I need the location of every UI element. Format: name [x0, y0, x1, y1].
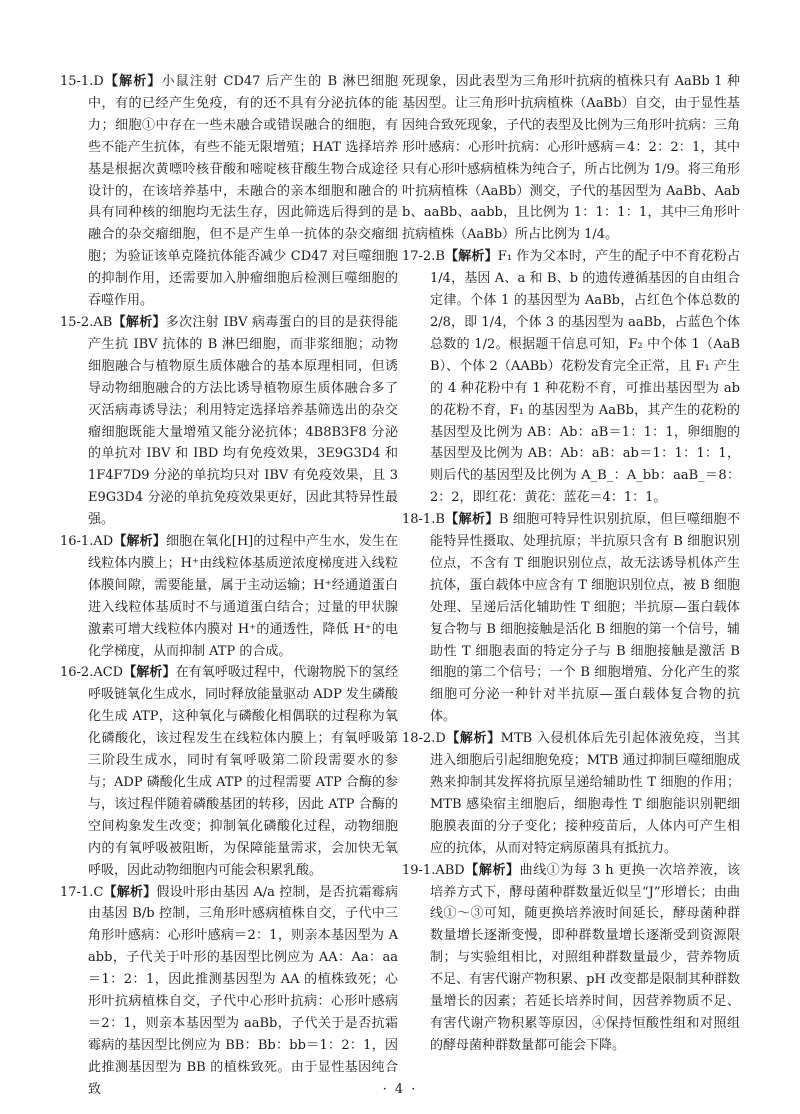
answer-entry-18-2: 18-2.D【解析】MTB 入侵机体后先引起体液免疫，当其进入细胞后引起细胞免疫；MTB 通过抑制巨噬细胞成熟来抑制其发挥将抗原呈递给辅助性 T 细胞的作用；MTB 感染宿主细胞后，细胞毒性 T 细胞能识别靶细胞膜表面的分子变化；接种疫苗后，人体内可产生相应的抗体，从而对特定病原菌具有抵抗力。 [402, 731, 740, 856]
answer-entry-17-1-continuation: 死现象，因此表型为三角形叶抗病的植株只有 AaBb 1 种基因型。让三角形叶抗病植株（AaBb）自交，由于显性基因纯合致死现象，子代的表型及比例为三角形叶抗病：三角形叶感病：心形叶抗病：心形叶感病＝4：2：2：1，其中只有心形叶感病植株为纯合子，所占比例为 1/9。将三角形叶抗病植株（AaBb）测交，子代的基因型为 AaBb、Aabb、aaBb、aabb，且比例为 1：1：1：1，其中三角形叶抗病植株（AaBb）所占比例为 1/4。 [402, 74, 741, 243]
left-column [60, 71, 398, 1101]
answer-entry-19-1: 19-1.ABD【解析】曲线①为每 3 h 更换一次培养液，该培养方式下，酵母菌种群数量近似呈“J”形增长；由曲线①～③可知，随更换培养液时间延长，酵母菌种群数量增长逐渐变慢，即种群数量增长逐渐受到资源限制；与实验组相比，对照组种群数量最少，营养物质不足、有害代谢产物积累、pH 改变都是限制其种群数量增长的因素；若延长培养时间，因营养物质不足、有害代谢产物积累等原因，④保持恒酸性组和对照组的酵母菌种群数量都可能会下降。 [402, 862, 740, 1053]
answer-entry-16-1: 16-1.AD【解析】细胞在氧化[H]的过程中产生水，发生在线粒体内膜上；H⁺由线粒体基质逆浓度梯度进入线粒体膜间隙，需要能量，属于主动运输；H⁺经通道蛋白进入线粒体基质时不与通道蛋白结合；过量的甲状腺激素可增大线粒体内膜对 H⁺的通透性，降低 H⁺的电化学梯度，从而抑制 ATP 的合成。 [60, 534, 398, 659]
page-number: · 4 · [382, 1082, 418, 1097]
answer-entry-17-1: 17-1.C【解析】假设叶形由基因 A/a 控制，是否抗霜霉病由基因 B/b 控制，三角形叶感病植株自交，子代中三角形叶感病：心形叶感病＝2：1，则亲本基因型为 Aabb，子代关于叶形的基因型比例应为 AA：Aa：aa＝1：2：1，因此推测基因型为 AA 的植株致死；心形叶抗病植株自交，子代中心形叶抗病：心形叶感病＝2：1，则亲本基因型为 aaBb，子代关于是否抗霜霉病的基因型比例应为 BB：Bb：bb＝1：2：1，因此推测基因型为 BB 的植株致死。由于显性基因纯合致 [60, 884, 398, 1097]
answer-entry-15-1: 15-1.D【解析】小鼠注射 CD47 后产生的 B 淋巴细胞中，有的已经产生免疫，有的还不具有分泌抗体的能力；细胞①中存在一些未融合或错误融合的细胞，有些不能产生抗体，有些不能无限增殖；HAT 选择培养基是根据次黄嘌呤核苷酸和嘧啶核苷酸生物合成途径设计的，在该培养基中，未融合的亲本细胞和融合的具有同种核的细胞均无法生存，因此筛选后得到的是融合的杂交瘤细胞，但不是产生单一抗体的杂交瘤细胞；为验证该单克隆抗体能否减少 CD47 对巨噬细胞的抑制作用，还需要加入肿瘤细胞后检测巨噬细胞的吞噬作用。 [60, 74, 398, 309]
answer-entry-18-1: 18-1.B【解析】B 细胞可特异性识别抗原，但巨噬细胞不能特异性摄取、处理抗原；半抗原只含有 B 细胞识别位点，不含有 T 细胞识别位点，故无法诱导机体产生抗体，蛋白载体中应含有 T 细胞识别位点，被 B 细胞处理、呈递后活化辅助性 T 细胞；半抗原—蛋白载体复合物与 B 细胞接触是活化 B 细胞的第一个信号，辅助性 T 细胞表面的特定分子与 B 细胞接触是激活 B 细胞的第二个信号；一个 B 细胞增殖、分化产生的浆细胞可分泌一种针对半抗原—蛋白载体复合物的抗体。 [402, 512, 740, 725]
answer-entry-16-2: 16-2.ACD【解析】在有氧呼吸过程中，代谢物脱下的氢经呼吸链氧化生成水，同时释放能量驱动 ADP 发生磷酸化生成 ATP，这种氧化与磷酸化相偶联的过程称为氧化磷酸化，该过程发生在线粒体内膜上；有氧呼吸第三阶段生成水，同时有氧呼吸第二阶段需要水的参与；ADP 磷酸化生成 ATP 的过程需要 ATP 合酶的参与，该过程伴随着磷酸基团的转移，因此 ATP 合酶的空间构象发生改变；抑制氧化磷酸化过程，动物细胞内的有氧呼吸被阻断，为保障能量需求，会加快无氧呼吸，因此动物细胞内可能会积累乳酸。 [60, 665, 398, 878]
answer-entry-15-2: 15-2.AB【解析】多次注射 IBV 病毒蛋白的目的是获得能产生抗 IBV 抗体的 B 淋巴细胞，而非浆细胞；动物细胞融合与植物原生质体融合的基本原理相同，但诱导动物细胞融合的方法比诱导植物原生质体融合多了灭活病毒诱导法；利用特定选择培养基筛选出的杂交瘤细胞既能大量增殖又能分泌抗体；4B8B3F8 分泌的单抗对 IBV 和 IBD 均有免疫效果，3E9G3D4 和 1F4F7D9 分泌的单抗均只对 IBV 有免疫效果，且 3E9G3D4 分泌的单抗免疫效果更好，因此其特异性最强。 [60, 314, 398, 528]
answer-entry-17-2: 17-2.B【解析】F₁ 作为父本时，产生的配子中不育花粉占1/4，基因 A、a 和 B、b 的遗传遵循基因的自由组合定律。个体 1 的基因型为 AaBb，占红色个体总数的 2/8，即 1/4，个体 3 的基因型为 aaBb，占蓝色个体总数的 1/2。根据题干信息可知，F₂ 中个体 1（AaBB）、个体 2（AABb）花粉发育完全正常，且 F₁ 产生的 4 种花粉中有 1 种花粉不育，可推出基因型为 ab 的花粉不育，F₁ 的基因型为 AaBb，其产生的花粉的基因型及比例为 AB：Ab：aB＝1：1：1，卵细胞的基因型及比例为 AB：Ab：aB：ab＝1：1：1：1，则后代的基因型及比例为 A_B_：A_bb：aaB_＝8：2：2，即红花：黄花：蓝花＝4：1：1。 [402, 249, 740, 506]
right-column [402, 71, 740, 1057]
